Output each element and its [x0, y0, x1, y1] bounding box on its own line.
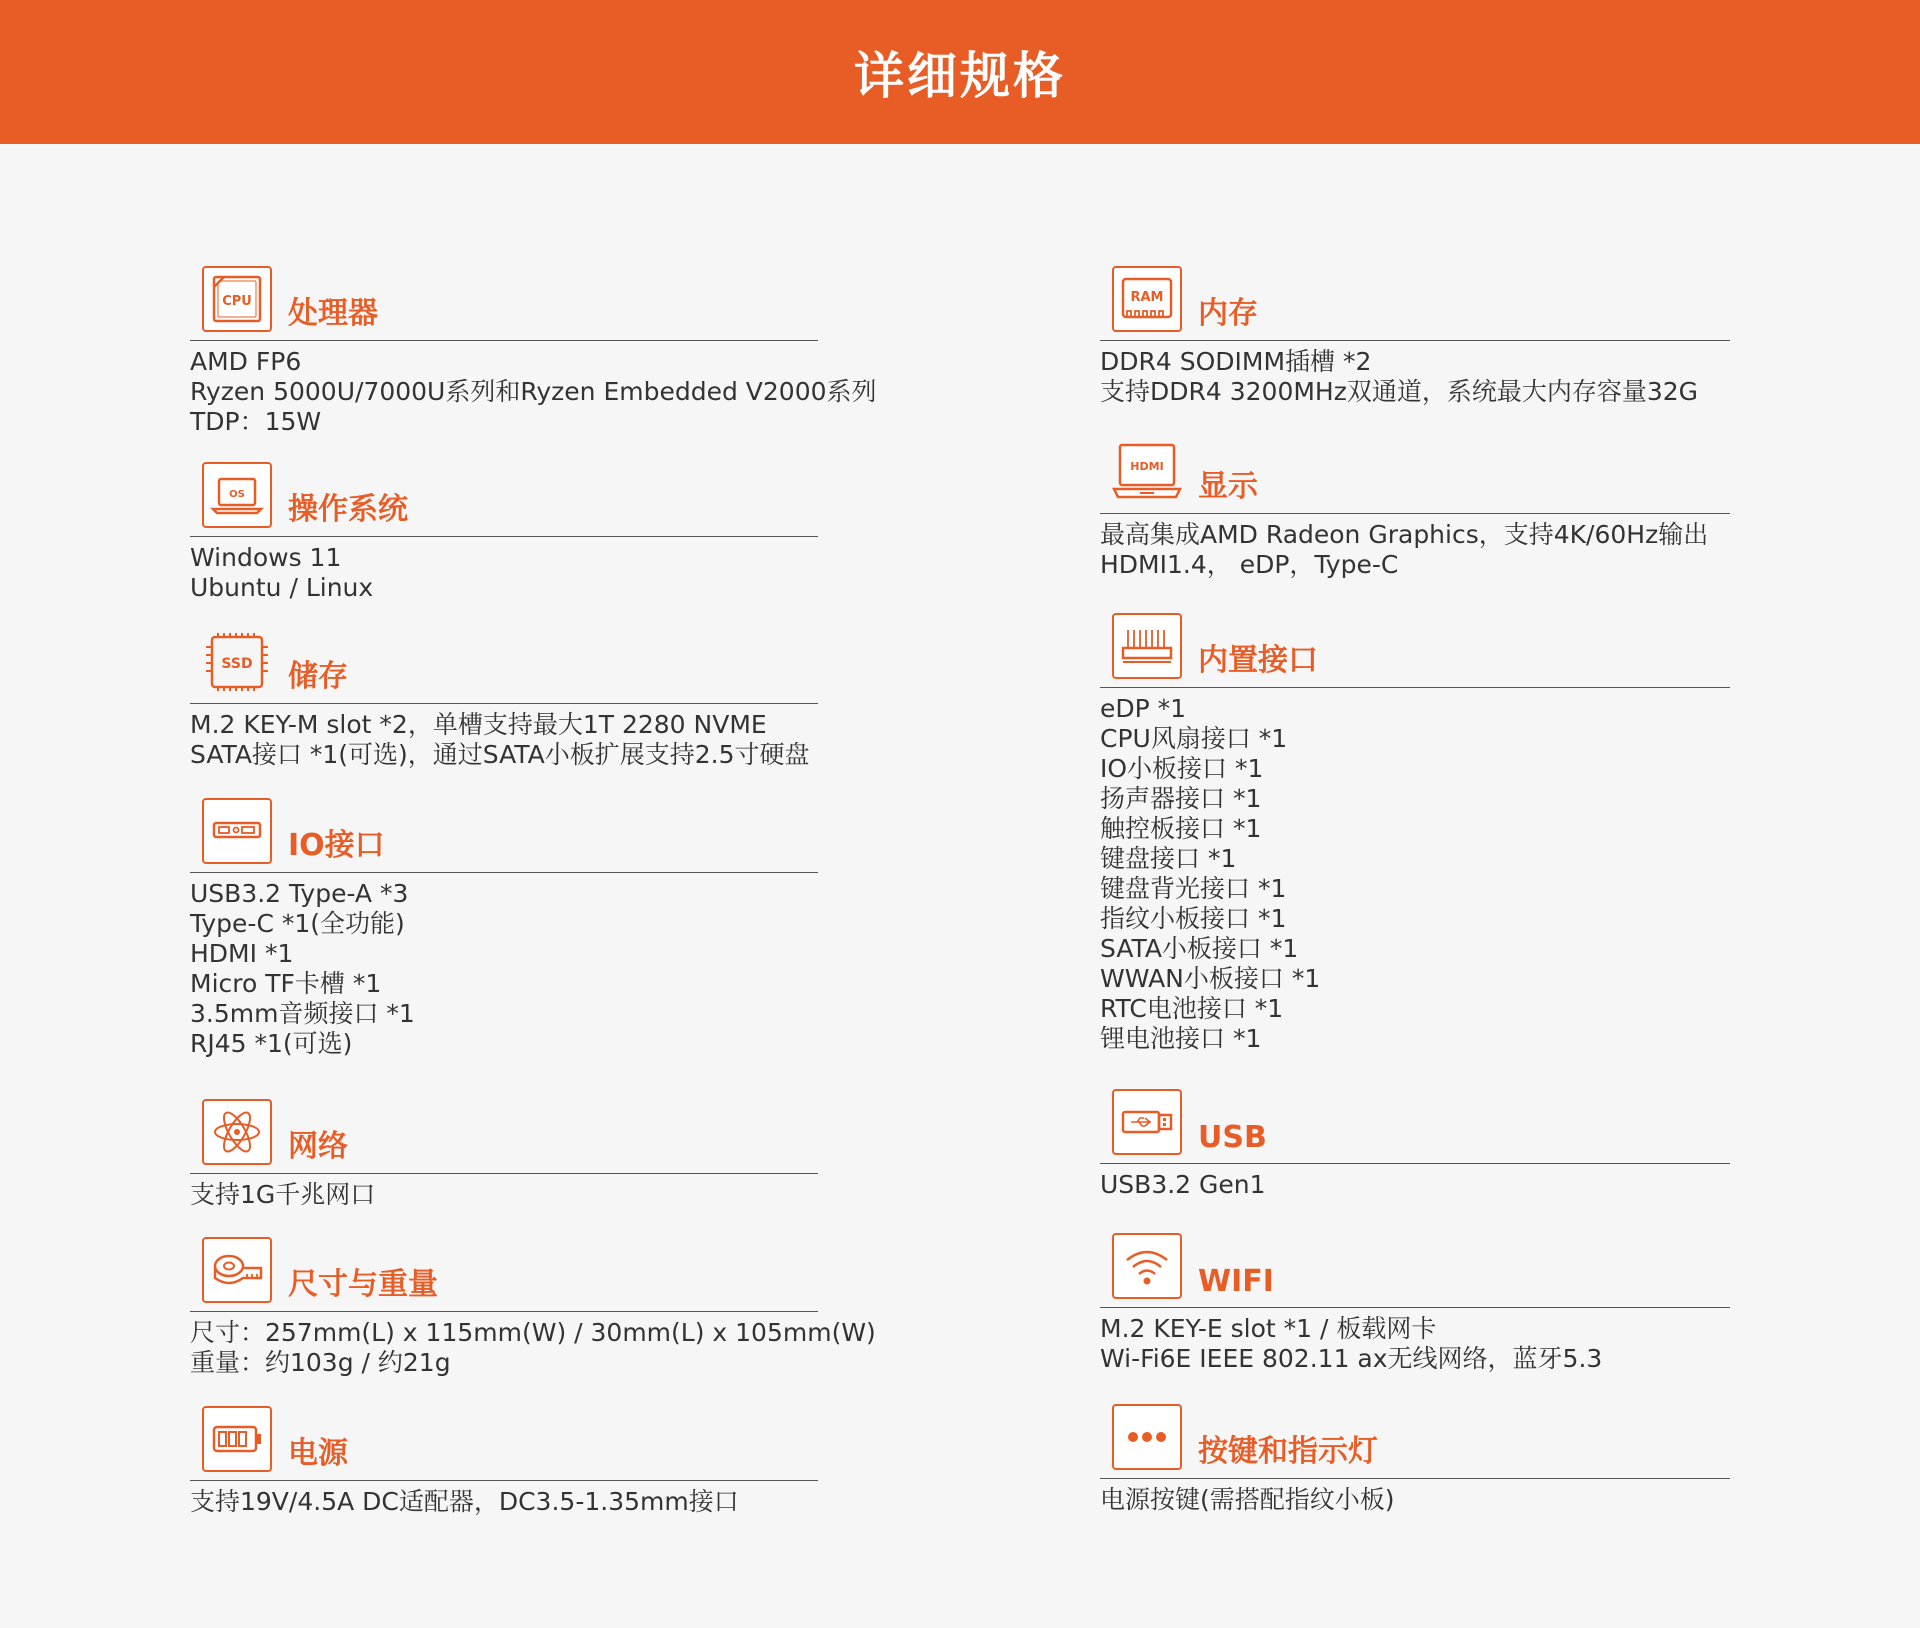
section-network-body — [190, 1174, 818, 1210]
spec-line: RTC电池接口 *1 — [1100, 994, 1284, 1023]
section-power-header — [190, 1402, 818, 1481]
section-cpu — [190, 262, 877, 437]
section-network-header — [190, 1095, 818, 1174]
section-internal-header — [1100, 609, 1730, 688]
section-size-title: 尺寸与重量 — [288, 1267, 438, 1302]
spec-line: Windows 11 — [190, 543, 342, 572]
cpu-icon-label: CPU — [222, 294, 252, 309]
section-ram-body — [1100, 341, 1730, 407]
section-buttons-title: 按键和指示灯 — [1198, 1434, 1378, 1469]
spec-line: eDP *1 — [1100, 694, 1187, 723]
spec-line: 扬声器接口 *1 — [1100, 784, 1262, 813]
section-usb-header — [1100, 1085, 1730, 1164]
spec-line: SATA小板接口 *1 — [1100, 934, 1299, 963]
section-ram-title: 内存 — [1198, 296, 1258, 331]
section-wifi-body — [1100, 1308, 1730, 1374]
section-network-title: 网络 — [288, 1129, 348, 1164]
section-network — [190, 1095, 818, 1210]
wifi-signal-icon — [1112, 1233, 1182, 1299]
spec-line: M.2 KEY-E slot *1 / 板载网卡 — [1100, 1314, 1437, 1343]
spec-line: Ubuntu / Linux — [190, 573, 374, 602]
section-display-title: 显示 — [1198, 469, 1258, 504]
spec-line: 尺寸：257mm(L) x 115mm(W) / 30mm(L) x 105mm(W) — [190, 1318, 876, 1347]
spec-line: TDP：15W — [190, 407, 322, 436]
section-usb — [1100, 1085, 1730, 1200]
spec-line: 支持19V/4.5A DC适配器，DC3.5-1.35mm接口 — [190, 1487, 739, 1516]
spec-line: 键盘接口 *1 — [1100, 844, 1237, 873]
section-display — [1100, 435, 1730, 580]
section-storage-title: 储存 — [288, 659, 348, 694]
spec-line: USB3.2 Type-A *3 — [190, 879, 409, 908]
section-io-header — [190, 794, 818, 873]
hdmi-laptop-icon — [1112, 439, 1182, 505]
section-storage — [190, 625, 818, 770]
section-os-header — [190, 458, 818, 537]
cpu-chip-icon — [202, 266, 272, 332]
spec-line: 键盘背光接口 *1 — [1100, 874, 1287, 903]
spec-line: RJ45 *1(可选) — [190, 1029, 353, 1058]
ram-icon-label: RAM — [1130, 290, 1164, 305]
section-os — [190, 458, 818, 603]
battery-icon — [202, 1406, 272, 1472]
spec-line: HDMI1.4， eDP，Type-C — [1100, 550, 1399, 579]
page-header — [0, 0, 1920, 144]
ram-module-icon — [1112, 266, 1182, 332]
section-size-weight — [190, 1233, 876, 1378]
atom-network-icon — [202, 1099, 272, 1165]
section-internal-title: 内置接口 — [1198, 643, 1318, 678]
section-usb-title: USB — [1198, 1120, 1267, 1155]
spec-line: 重量：约103g / 约21g — [190, 1348, 451, 1377]
measuring-tape-icon — [202, 1237, 272, 1303]
spec-line: 支持1G千兆网口 — [190, 1180, 376, 1209]
section-wifi-title: WIFI — [1198, 1264, 1274, 1299]
section-cpu-body — [190, 341, 877, 437]
dots-button-icon — [1112, 1404, 1182, 1470]
section-internal — [1100, 609, 1730, 1054]
section-display-header — [1100, 435, 1730, 514]
laptop-os-icon — [202, 462, 272, 528]
spec-line: WWAN小板接口 *1 — [1100, 964, 1321, 993]
internal-connector-icon — [1112, 613, 1182, 679]
section-ram — [1100, 262, 1730, 407]
spec-line: 指纹小板接口 *1 — [1100, 904, 1287, 933]
section-wifi — [1100, 1229, 1730, 1374]
spec-line: 最高集成AMD Radeon Graphics，支持4K/60Hz输出 — [1100, 520, 1709, 549]
io-port-icon — [202, 798, 272, 864]
hdmi-icon-label: HDMI — [1130, 460, 1164, 473]
spec-line: 支持DDR4 3200MHz双通道，系统最大内存容量32G — [1100, 377, 1699, 406]
spec-line: 锂电池接口 *1 — [1100, 1024, 1262, 1053]
section-io — [190, 794, 818, 1059]
spec-line: Micro TF卡槽 *1 — [190, 969, 382, 998]
spec-line: AMD FP6 — [190, 347, 302, 376]
os-icon-label: OS — [229, 489, 245, 500]
spec-line: Wi-Fi6E IEEE 802.11 ax无线网络，蓝牙5.3 — [1100, 1344, 1603, 1373]
ssd-chip-icon — [202, 629, 272, 695]
section-power-title: 电源 — [288, 1436, 348, 1471]
spec-line: SATA接口 *1(可选)，通过SATA小板扩展支持2.5寸硬盘 — [190, 740, 810, 769]
section-storage-body — [190, 704, 818, 770]
spec-line: Ryzen 5000U/7000U系列和Ryzen Embedded V2000系列 — [190, 377, 877, 406]
usb-drive-icon — [1112, 1089, 1182, 1155]
page-title: 详细规格 — [854, 47, 1066, 105]
spec-line: 电源按键(需搭配指纹小板) — [1100, 1485, 1395, 1514]
section-storage-header — [190, 625, 818, 704]
section-cpu-title: 处理器 — [288, 296, 378, 331]
spec-line: 3.5mm音频接口 *1 — [190, 999, 415, 1028]
spec-line: Type-C *1(全功能) — [190, 909, 405, 938]
section-io-body — [190, 873, 818, 1059]
section-buttons-body — [1100, 1479, 1730, 1515]
spec-line: 触控板接口 *1 — [1100, 814, 1262, 843]
section-display-body — [1100, 514, 1730, 580]
section-io-title: IO接口 — [288, 828, 385, 863]
section-usb-body — [1100, 1164, 1730, 1200]
section-os-body — [190, 537, 818, 603]
spec-line: IO小板接口 *1 — [1100, 754, 1264, 783]
spec-line: M.2 KEY-M slot *2，单槽支持最大1T 2280 NVME — [190, 710, 767, 739]
section-size-body — [190, 1312, 876, 1378]
section-ram-header — [1100, 262, 1730, 341]
section-os-title: 操作系统 — [288, 492, 408, 527]
section-power — [190, 1402, 818, 1517]
section-size-header — [190, 1233, 818, 1312]
ssd-icon-label: SSD — [221, 656, 253, 672]
section-cpu-header — [190, 262, 818, 341]
section-buttons-header — [1100, 1400, 1730, 1479]
section-power-body — [190, 1481, 818, 1517]
spec-line: CPU风扇接口 *1 — [1100, 724, 1288, 753]
section-buttons — [1100, 1400, 1730, 1515]
spec-line: USB3.2 Gen1 — [1100, 1170, 1266, 1199]
section-wifi-header — [1100, 1229, 1730, 1308]
spec-line: HDMI *1 — [190, 939, 294, 968]
section-internal-body — [1100, 688, 1730, 1054]
spec-line: DDR4 SODIMM插槽 *2 — [1100, 347, 1372, 376]
